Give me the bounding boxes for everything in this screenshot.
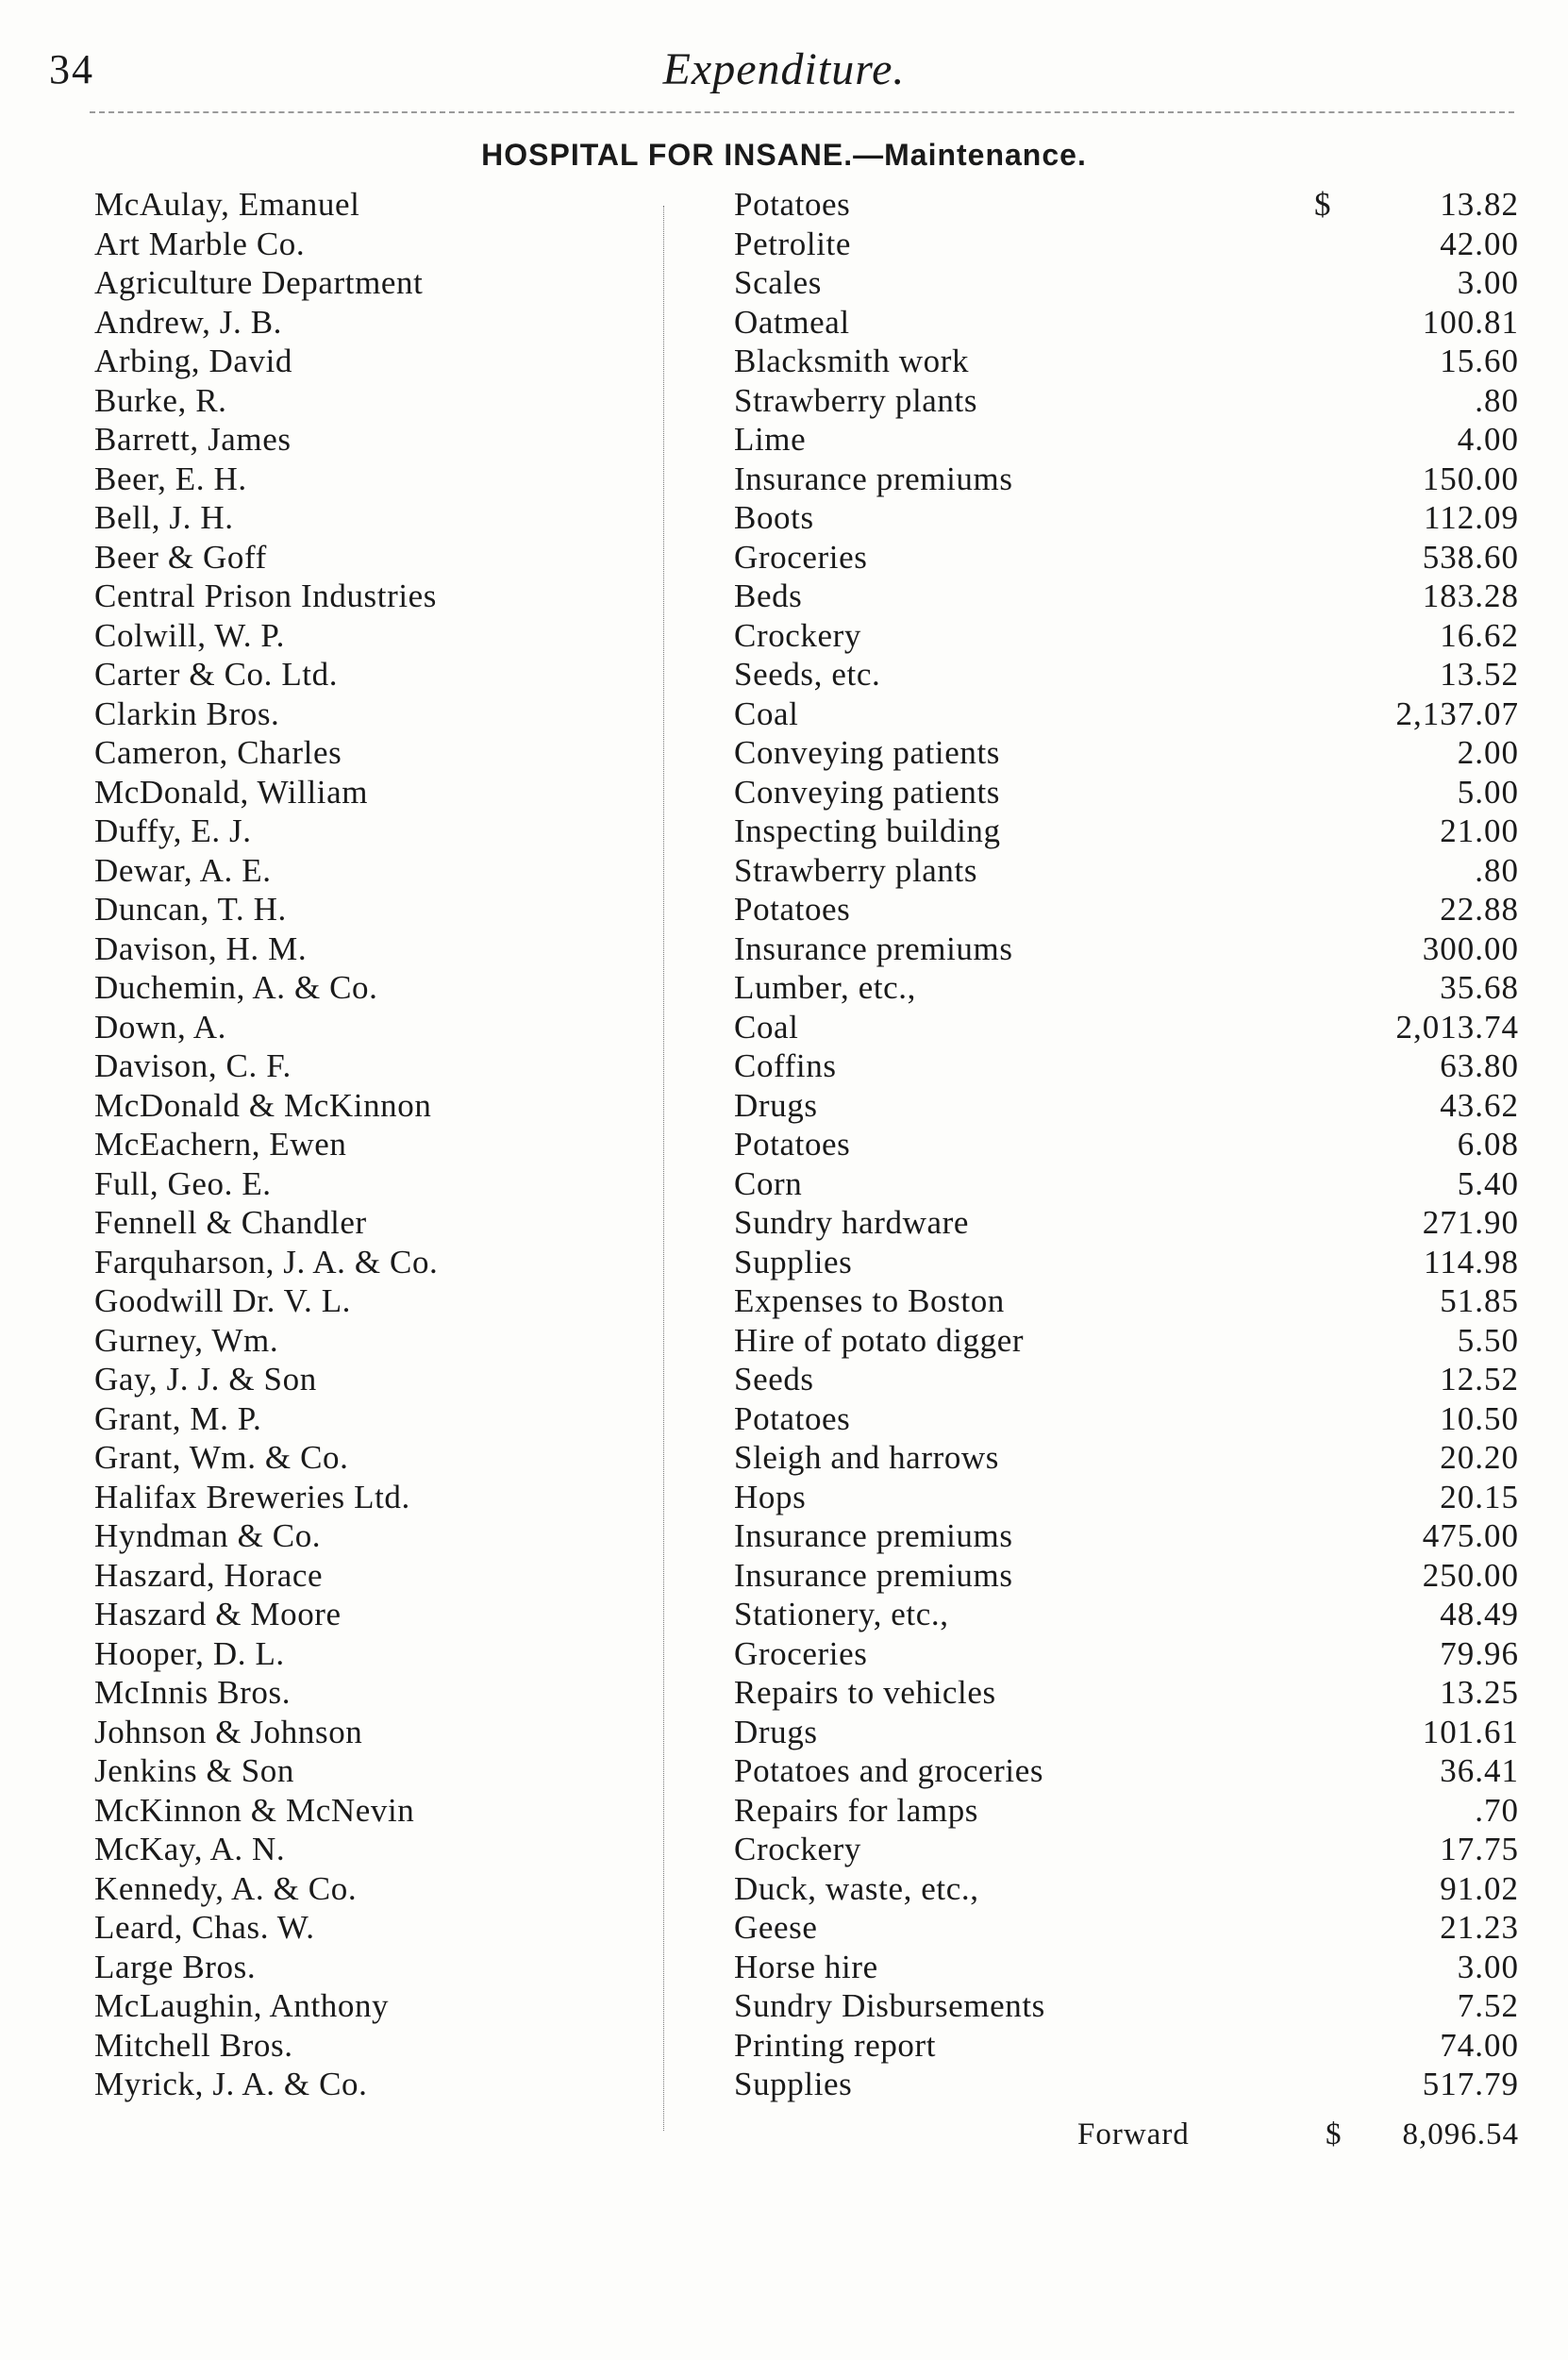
expense-item: Coal <box>734 695 799 732</box>
expense-amount: 36.41 <box>1440 1752 1519 1789</box>
payee-name: Hooper, D. L. <box>94 1634 285 1672</box>
ledger-row <box>0 303 1568 343</box>
expense-amount: 13.82 <box>1440 186 1519 223</box>
expense-amount: 300.00 <box>1422 929 1519 967</box>
ledger-row <box>0 538 1568 577</box>
ledger-row <box>0 968 1568 1008</box>
forward-label: Forward <box>1077 2117 1190 2151</box>
expense-item: Stationery, etc., <box>734 1596 949 1632</box>
payee-name: Farquharson, J. A. & Co. <box>94 1243 439 1280</box>
expense-amount: 5.50 <box>1457 1321 1519 1359</box>
ledger-row <box>0 1908 1568 1948</box>
ledger-row <box>0 1164 1568 1204</box>
expense-amount: 2,137.07 <box>1395 695 1519 732</box>
expense-amount: 15.60 <box>1440 343 1519 379</box>
ledger-row <box>0 381 1568 421</box>
ledger-row <box>0 2065 1568 2104</box>
expense-item: Conveying patients <box>734 773 1001 811</box>
expense-amount: 43.62 <box>1440 1086 1519 1124</box>
expense-item: Insurance premiums <box>734 1556 1013 1594</box>
payee-name: Burke, R. <box>94 381 227 419</box>
payee-name: Leard, Chas. W. <box>94 1909 315 1946</box>
expense-amount: 51.85 <box>1440 1282 1519 1319</box>
ledger-row <box>0 1438 1568 1478</box>
expense-item: Sundry Disbursements <box>734 1987 1045 2024</box>
ledger-row <box>0 1046 1568 1086</box>
expense-amount: 21.23 <box>1440 1909 1519 1946</box>
ledger-row <box>0 1948 1568 1987</box>
payee-name: Myrick, J. A. & Co. <box>94 2066 368 2102</box>
expense-amount: 538.60 <box>1422 538 1519 576</box>
expense-item: Printing report <box>734 2026 937 2064</box>
ledger-row <box>0 420 1568 460</box>
ledger-row <box>0 812 1568 851</box>
payee-name: Beer, E. H. <box>94 460 247 497</box>
ledger-row <box>0 1478 1568 1517</box>
ledger-row <box>0 890 1568 929</box>
expense-item: Beds <box>734 577 803 614</box>
payee-name: Cameron, Charles <box>94 734 342 771</box>
page-header <box>0 38 1568 104</box>
payee-name: Barrett, James <box>94 421 292 458</box>
ledger-row <box>0 1125 1568 1164</box>
ledger-row <box>0 929 1568 969</box>
expense-item: Scales <box>734 264 823 301</box>
expense-amount: 2,013.74 <box>1395 1008 1519 1046</box>
ledger-row <box>0 1516 1568 1556</box>
payee-name: Carter & Co. Ltd. <box>94 656 339 693</box>
expense-item: Horse hire <box>734 1948 878 1985</box>
expense-item: Lumber, etc., <box>734 969 916 1006</box>
payee-name: Duffy, E. J. <box>94 812 252 849</box>
expense-amount: 21.00 <box>1440 812 1519 849</box>
ledger-row <box>0 1243 1568 1282</box>
ledger-row <box>0 1673 1568 1713</box>
payee-name: McKinnon & McNevin <box>94 1791 415 1829</box>
payee-name: Central Prison Industries <box>94 577 438 614</box>
expense-item: Geese <box>734 1909 818 1946</box>
ledger-row <box>0 1869 1568 1909</box>
expense-item: Supplies <box>734 1243 853 1280</box>
forward-amount: 8,096.54 <box>1402 2117 1519 2151</box>
expense-amount: 271.90 <box>1422 1204 1519 1241</box>
payee-name: Agriculture Department <box>94 264 424 301</box>
ledger-row <box>0 851 1568 891</box>
expense-amount: 63.80 <box>1440 1047 1519 1084</box>
expense-amount: 7.52 <box>1457 1987 1519 2024</box>
expense-amount: 5.40 <box>1457 1164 1519 1202</box>
payee-name: Davison, C. F. <box>94 1047 292 1084</box>
ledger-row <box>0 1008 1568 1047</box>
payee-name: Down, A. <box>94 1008 226 1046</box>
expense-item: Potatoes <box>734 1399 851 1437</box>
ledger-row <box>0 1791 1568 1831</box>
expense-amount: 100.81 <box>1422 303 1519 341</box>
expense-amount: 13.52 <box>1440 656 1519 693</box>
page-number: 34 <box>49 46 94 92</box>
payee-name: Colwill, W. P. <box>94 616 285 654</box>
expense-amount: 16.62 <box>1440 616 1519 654</box>
expense-item: Groceries <box>734 538 868 576</box>
expense-item: Hire of potato digger <box>734 1321 1025 1359</box>
ledger-row <box>0 1203 1568 1243</box>
ledger-row <box>0 695 1568 734</box>
payee-name: Mitchell Bros. <box>94 2026 293 2064</box>
payee-name: Grant, Wm. & Co. <box>94 1439 349 1476</box>
expense-amount: 2.00 <box>1457 734 1519 771</box>
payee-name: Dewar, A. E. <box>94 851 272 889</box>
ledger-row <box>0 1634 1568 1674</box>
payee-name: Large Bros. <box>94 1948 257 1985</box>
payee-name: Duncan, T. H. <box>94 891 287 928</box>
ledger-row <box>0 185 1568 225</box>
expense-item: Expenses to Boston <box>734 1282 1005 1319</box>
ledger-row <box>0 577 1568 616</box>
ledger-row <box>0 1986 1568 2026</box>
payee-name: McInnis Bros. <box>94 1674 292 1711</box>
ledger-row <box>0 263 1568 303</box>
expense-item: Oatmeal <box>734 303 850 341</box>
ledger-row <box>0 1086 1568 1126</box>
expense-amount: 48.49 <box>1440 1596 1519 1632</box>
expense-item: Conveying patients <box>734 734 1001 771</box>
payee-name: Andrew, J. B. <box>94 303 282 341</box>
payee-name: Davison, H. M. <box>94 929 308 967</box>
expense-amount: .80 <box>1475 381 1519 419</box>
expense-item: Repairs to vehicles <box>734 1674 996 1711</box>
payee-name: Johnson & Johnson <box>94 1713 363 1750</box>
forward-total-row <box>0 2114 1568 2155</box>
expense-amount: 10.50 <box>1440 1399 1519 1437</box>
payee-name: Bell, J. H. <box>94 499 234 536</box>
payee-name: Duchemin, A. & Co. <box>94 969 378 1006</box>
ledger-row <box>0 2026 1568 2066</box>
currency-sign: $ <box>1314 186 1331 223</box>
running-title: Expenditure. <box>662 44 906 94</box>
expense-item: Drugs <box>734 1086 818 1124</box>
payee-name: McKay, A. N. <box>94 1831 286 1867</box>
ledger-row <box>0 460 1568 499</box>
expense-amount: 17.75 <box>1440 1831 1519 1867</box>
payee-name: McDonald & McKinnon <box>94 1086 432 1124</box>
payee-name: Goodwill Dr. V. L. <box>94 1282 352 1319</box>
expense-amount: 22.88 <box>1440 891 1519 928</box>
ledger-row <box>0 1556 1568 1596</box>
ledger-row <box>0 1360 1568 1399</box>
expense-item: Strawberry plants <box>734 381 978 419</box>
expense-item: Boots <box>734 499 814 536</box>
payee-name: Haszard, Horace <box>94 1556 324 1594</box>
expense-item: Crockery <box>734 616 862 654</box>
ledger-row <box>0 1399 1568 1439</box>
expense-amount: 250.00 <box>1422 1556 1519 1594</box>
expense-amount: 20.15 <box>1440 1478 1519 1515</box>
expense-item: Potatoes <box>734 1126 851 1163</box>
ledger-row <box>0 655 1568 695</box>
expense-amount: 4.00 <box>1457 421 1519 458</box>
section-heading: HOSPITAL FOR INSANE.—Maintenance. <box>481 138 1087 172</box>
payee-name: Haszard & Moore <box>94 1596 342 1632</box>
payee-name: McLaughin, Anthony <box>94 1987 390 2024</box>
payee-name: Beer & Goff <box>94 538 267 576</box>
payee-name: McDonald, William <box>94 773 369 811</box>
expense-amount: 74.00 <box>1440 2026 1519 2064</box>
expense-item: Seeds <box>734 1361 814 1398</box>
payee-name: Full, Geo. E. <box>94 1164 272 1202</box>
payee-name: Gay, J. J. & Son <box>94 1361 317 1398</box>
payee-name: Halifax Breweries Ltd. <box>94 1478 410 1515</box>
ledger-row <box>0 342 1568 381</box>
expense-item: Inspecting building <box>734 812 1001 849</box>
expense-amount: 79.96 <box>1440 1634 1519 1672</box>
ledger-row <box>0 1751 1568 1791</box>
expense-item: Corn <box>734 1164 803 1202</box>
ledger-row <box>0 1830 1568 1869</box>
expense-amount: 183.28 <box>1422 577 1519 614</box>
expenditure-ledger <box>0 185 1568 2104</box>
expense-item: Insurance premiums <box>734 1517 1013 1554</box>
expense-item: Sundry hardware <box>734 1204 970 1241</box>
expense-amount: 6.08 <box>1457 1126 1519 1163</box>
expense-item: Insurance premiums <box>734 929 1013 967</box>
expense-amount: 5.00 <box>1457 773 1519 811</box>
ledger-row <box>0 773 1568 812</box>
header-rule <box>90 111 1514 113</box>
ledger-row <box>0 733 1568 773</box>
expense-amount: 114.98 <box>1424 1243 1519 1280</box>
expense-item: Hops <box>734 1478 807 1515</box>
payee-name: Grant, M. P. <box>94 1399 262 1437</box>
expense-item: Blacksmith work <box>734 343 970 379</box>
payee-name: Arbing, David <box>94 343 292 379</box>
expense-amount: 101.61 <box>1422 1713 1519 1750</box>
payee-name: Fennell & Chandler <box>94 1204 367 1241</box>
expense-item: Potatoes <box>734 186 851 223</box>
payee-name: Jenkins & Son <box>94 1752 294 1789</box>
ledger-row <box>0 1595 1568 1634</box>
ledger-row <box>0 1321 1568 1361</box>
expense-item: Insurance premiums <box>734 460 1013 497</box>
expense-item: Supplies <box>734 2066 853 2102</box>
expense-amount: 91.02 <box>1440 1869 1519 1907</box>
ledger-row <box>0 616 1568 656</box>
expense-item: Strawberry plants <box>734 851 978 889</box>
expense-amount: 13.25 <box>1440 1674 1519 1711</box>
expense-amount: 3.00 <box>1457 264 1519 301</box>
expense-amount: 475.00 <box>1422 1517 1519 1554</box>
expense-item: Coal <box>734 1008 799 1046</box>
expense-amount: 42.00 <box>1440 225 1519 262</box>
expense-item: Potatoes <box>734 891 851 928</box>
ledger-row <box>0 1281 1568 1321</box>
forward-currency-sign: $ <box>1326 2117 1342 2151</box>
expense-item: Drugs <box>734 1713 818 1750</box>
ledger-row <box>0 225 1568 264</box>
expense-amount: 112.09 <box>1424 499 1519 536</box>
expense-amount: 12.52 <box>1440 1361 1519 1398</box>
ledger-row <box>0 1713 1568 1752</box>
expense-amount: 3.00 <box>1457 1948 1519 1985</box>
payee-name: Gurney, Wm. <box>94 1321 279 1359</box>
expense-item: Sleigh and harrows <box>734 1439 1000 1476</box>
expense-item: Duck, waste, etc., <box>734 1869 979 1907</box>
expense-item: Potatoes and groceries <box>734 1752 1044 1789</box>
expense-amount: .80 <box>1475 851 1519 889</box>
expense-item: Lime <box>734 421 807 458</box>
expense-item: Coffins <box>734 1047 837 1084</box>
payee-name: Art Marble Co. <box>94 225 306 262</box>
payee-name: Hyndman & Co. <box>94 1517 322 1554</box>
expense-amount: 20.20 <box>1440 1439 1519 1476</box>
payee-name: Clarkin Bros. <box>94 695 280 732</box>
expense-item: Crockery <box>734 1831 862 1867</box>
expense-amount: .70 <box>1475 1791 1519 1829</box>
expense-amount: 517.79 <box>1422 2066 1519 2102</box>
expense-amount: 150.00 <box>1422 460 1519 497</box>
expense-amount: 35.68 <box>1440 969 1519 1006</box>
ledger-row <box>0 498 1568 538</box>
payee-name: McAulay, Emanuel <box>94 186 360 223</box>
expense-item: Repairs for lamps <box>734 1791 979 1829</box>
expense-item: Petrolite <box>734 225 851 262</box>
payee-name: Kennedy, A. & Co. <box>94 1869 358 1907</box>
payee-name: McEachern, Ewen <box>94 1126 347 1163</box>
expense-item: Seeds, etc. <box>734 656 881 693</box>
expense-item: Groceries <box>734 1634 868 1672</box>
